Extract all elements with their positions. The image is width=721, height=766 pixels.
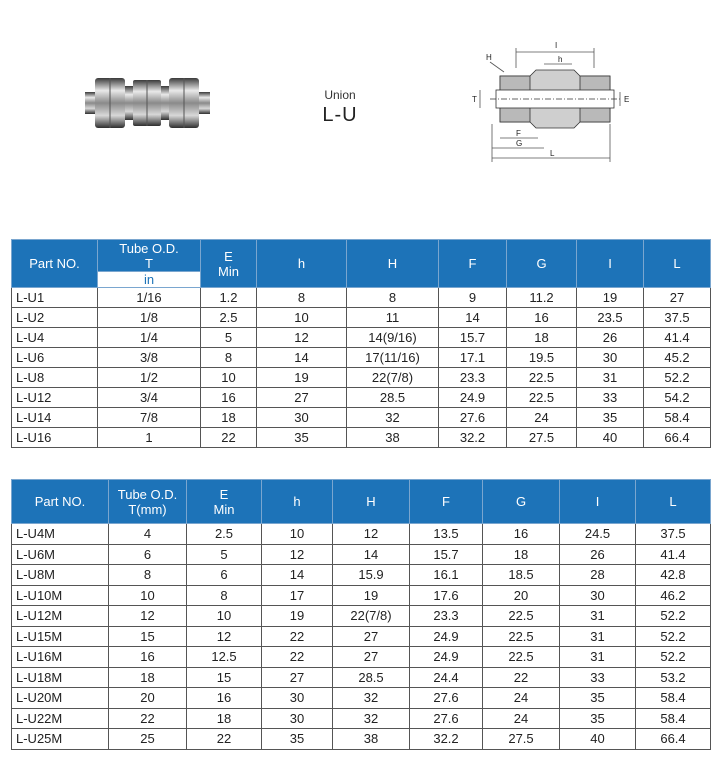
part-number-cell: L-U8M [12, 565, 109, 586]
table-cell: 3/8 [98, 348, 201, 368]
diagram-label-t: T [472, 95, 477, 104]
table-cell: 54.2 [644, 388, 711, 408]
table-cell: 5 [187, 544, 262, 565]
part-number-cell: L-U20M [12, 688, 109, 709]
table-row [12, 408, 711, 428]
table-cell: 4 [109, 524, 187, 545]
table-cell: 22.5 [507, 368, 577, 388]
table-cell: 19 [262, 606, 333, 627]
table-cell: 52.2 [636, 606, 711, 627]
table-cell: 12 [187, 626, 262, 647]
table-cell: 31 [577, 368, 644, 388]
table-cell: 58.4 [636, 708, 711, 729]
table-cell: 40 [577, 428, 644, 448]
table-cell: 53.2 [636, 667, 711, 688]
col-header-e: E Min [187, 480, 262, 524]
table-cell: 13.5 [410, 524, 483, 545]
table-row [12, 388, 711, 408]
dimension-diagram [460, 38, 640, 170]
table-cell: 38 [333, 729, 410, 750]
table-cell: 46.2 [636, 585, 711, 606]
table-cell: 20 [109, 688, 187, 709]
col-header-e: E Min [201, 240, 257, 288]
table-cell: 24.9 [410, 626, 483, 647]
table-cell: 27.6 [439, 408, 507, 428]
table-cell: 12 [262, 544, 333, 565]
table-cell: 27.5 [483, 729, 560, 750]
table-cell: 22.5 [483, 647, 560, 668]
table-cell: 20 [483, 585, 560, 606]
table-cell: 22.5 [507, 388, 577, 408]
part-number-cell: L-U6M [12, 544, 109, 565]
table-cell: 22(7/8) [347, 368, 439, 388]
table-cell: 1.2 [201, 288, 257, 308]
table-cell: 24.4 [410, 667, 483, 688]
table-cell: 9 [439, 288, 507, 308]
col-header-g: G [483, 480, 560, 524]
table-cell: 14 [439, 308, 507, 328]
table-cell: 45.2 [644, 348, 711, 368]
table-cell: 1/2 [98, 368, 201, 388]
table-row [12, 428, 711, 448]
table-cell: 8 [347, 288, 439, 308]
table-cell: 24 [483, 688, 560, 709]
table-cell: 35 [262, 729, 333, 750]
table-cell: 12.5 [187, 647, 262, 668]
table-cell: 18 [201, 408, 257, 428]
table-cell: 31 [560, 626, 636, 647]
table-cell: 2.5 [187, 524, 262, 545]
table-cell: 1/4 [98, 328, 201, 348]
table-cell: 14 [257, 348, 347, 368]
table-cell: 15.7 [410, 544, 483, 565]
part-number-cell: L-U18M [12, 667, 109, 688]
table-cell: 28.5 [347, 388, 439, 408]
table-cell: 31 [560, 647, 636, 668]
table-cell: 32.2 [410, 729, 483, 750]
diagram-label-l: L [550, 149, 555, 158]
table-cell: 3/4 [98, 388, 201, 408]
table-row [12, 729, 711, 750]
table-cell: 24 [483, 708, 560, 729]
table-cell: 32 [333, 688, 410, 709]
table-cell: 16 [483, 524, 560, 545]
table-cell: 33 [577, 388, 644, 408]
col-header-h-small: h [257, 240, 347, 288]
table-cell: 27 [257, 388, 347, 408]
table-cell: 30 [257, 408, 347, 428]
table-cell: 1/16 [98, 288, 201, 308]
table-cell: 41.4 [636, 544, 711, 565]
diagram-label-big-h: H [486, 53, 492, 62]
table-cell: 28 [560, 565, 636, 586]
table-cell: 11 [347, 308, 439, 328]
table-cell: 2.5 [201, 308, 257, 328]
table-cell: 41.4 [644, 328, 711, 348]
table-row [12, 328, 711, 348]
table-cell: 18 [483, 544, 560, 565]
table-cell: 23.3 [410, 606, 483, 627]
table-cell: 5 [201, 328, 257, 348]
col-header-i: I [577, 240, 644, 288]
col-header-l: L [636, 480, 711, 524]
table-cell: 15 [109, 626, 187, 647]
table-cell: 17 [262, 585, 333, 606]
table-cell: 24.9 [439, 388, 507, 408]
product-title [300, 88, 380, 127]
union-fitting-photo [85, 72, 210, 134]
table-cell: 30 [577, 348, 644, 368]
table-cell: 22 [187, 729, 262, 750]
table-cell: 52.2 [636, 647, 711, 668]
part-number-cell: L-U16M [12, 647, 109, 668]
table-row [12, 688, 711, 709]
col-header-tube-od: Tube O.D. T(mm) [109, 480, 187, 524]
table-cell: 22 [201, 428, 257, 448]
table-cell: 37.5 [636, 524, 711, 545]
col-header-h-small: h [262, 480, 333, 524]
table-cell: 27 [644, 288, 711, 308]
table-cell: 22 [262, 647, 333, 668]
table-cell: 66.4 [644, 428, 711, 448]
table-cell: 25 [109, 729, 187, 750]
table-cell: 17.6 [410, 585, 483, 606]
part-number-cell: L-U8 [12, 368, 98, 388]
table-cell: 10 [262, 524, 333, 545]
col-header-l: L [644, 240, 711, 288]
table-row [12, 348, 711, 368]
table-cell: 58.4 [644, 408, 711, 428]
table-cell: 17.1 [439, 348, 507, 368]
table-cell: 22.5 [483, 626, 560, 647]
product-header [0, 0, 721, 230]
part-number-cell: L-U4 [12, 328, 98, 348]
table-cell: 37.5 [644, 308, 711, 328]
product-subtitle: Union [324, 88, 356, 102]
diagram-label-f: F [516, 129, 521, 138]
table-cell: 30 [262, 688, 333, 709]
table-cell: 10 [109, 585, 187, 606]
table-cell: 35 [577, 408, 644, 428]
table-cell: 16.1 [410, 565, 483, 586]
table-cell: 35 [560, 688, 636, 709]
table-cell: 52.2 [644, 368, 711, 388]
table-cell: 16 [507, 308, 577, 328]
table-cell: 27 [262, 667, 333, 688]
part-number-cell: L-U16 [12, 428, 98, 448]
col-header-h-big: H [333, 480, 410, 524]
table-cell: 22.5 [483, 606, 560, 627]
diagram-label-small-h: h [558, 55, 563, 64]
table-row [12, 647, 711, 668]
product-model: L-U [322, 104, 358, 126]
part-number-cell: L-U22M [12, 708, 109, 729]
table-row [12, 667, 711, 688]
table-cell: 12 [109, 606, 187, 627]
table-cell: 27.5 [507, 428, 577, 448]
table-row [12, 708, 711, 729]
table-cell: 22 [483, 667, 560, 688]
table-cell: 19 [257, 368, 347, 388]
col-header-part: Part NO. [12, 480, 109, 524]
table-cell: 42.8 [636, 565, 711, 586]
table-cell: 22(7/8) [333, 606, 410, 627]
table-row [12, 585, 711, 606]
table-cell: 14(9/16) [347, 328, 439, 348]
table-cell: 35 [560, 708, 636, 729]
table-cell: 1/8 [98, 308, 201, 328]
table-cell: 52.2 [636, 626, 711, 647]
table-cell: 10 [187, 606, 262, 627]
table-cell: 10 [201, 368, 257, 388]
table-cell: 31 [560, 606, 636, 627]
table-cell: 27.6 [410, 708, 483, 729]
table-cell: 28.5 [333, 667, 410, 688]
table-cell: 16 [109, 647, 187, 668]
col-header-g: G [507, 240, 577, 288]
table-cell: 24.9 [410, 647, 483, 668]
table-cell: 32 [347, 408, 439, 428]
table-cell: 30 [560, 585, 636, 606]
table-cell: 19 [577, 288, 644, 308]
table-cell: 33 [560, 667, 636, 688]
table-cell: 1 [98, 428, 201, 448]
col-header-tube-od: Tube O.D. T [98, 240, 201, 272]
table-cell: 24 [507, 408, 577, 428]
table-cell: 23.5 [577, 308, 644, 328]
imperial-spec-table [11, 239, 711, 448]
table-row [12, 544, 711, 565]
table-cell: 66.4 [636, 729, 711, 750]
part-number-cell: L-U10M [12, 585, 109, 606]
table-cell: 11.2 [507, 288, 577, 308]
table-cell: 27.6 [410, 688, 483, 709]
part-number-cell: L-U15M [12, 626, 109, 647]
col-header-f: F [410, 480, 483, 524]
col-header-f: F [439, 240, 507, 288]
part-number-cell: L-U1 [12, 288, 98, 308]
table-cell: 26 [560, 544, 636, 565]
table-cell: 32 [333, 708, 410, 729]
table-cell: 22 [262, 626, 333, 647]
table-cell: 26 [577, 328, 644, 348]
diagram-label-i: I [555, 41, 558, 50]
table-cell: 35 [257, 428, 347, 448]
table-row [12, 524, 711, 545]
table-cell: 8 [257, 288, 347, 308]
table-cell: 18 [507, 328, 577, 348]
table-cell: 18.5 [483, 565, 560, 586]
table-cell: 58.4 [636, 688, 711, 709]
table-cell: 16 [201, 388, 257, 408]
table-cell: 18 [109, 667, 187, 688]
col-header-h-big: H [347, 240, 439, 288]
table-cell: 18 [187, 708, 262, 729]
table-cell: 23.3 [439, 368, 507, 388]
table-cell: 10 [257, 308, 347, 328]
table-cell: 22 [109, 708, 187, 729]
part-number-cell: L-U4M [12, 524, 109, 545]
part-number-cell: L-U12M [12, 606, 109, 627]
table-row [12, 626, 711, 647]
table-cell: 38 [347, 428, 439, 448]
table-cell: 8 [201, 348, 257, 368]
table-cell: 14 [333, 544, 410, 565]
part-number-cell: L-U12 [12, 388, 98, 408]
diagram-label-e: E [624, 95, 630, 104]
table-cell: 6 [187, 565, 262, 586]
diagram-label-g: G [516, 139, 523, 148]
table-cell: 32.2 [439, 428, 507, 448]
table-row [12, 368, 711, 388]
table-cell: 15 [187, 667, 262, 688]
table-row [12, 565, 711, 586]
table-row [12, 288, 711, 308]
table-cell: 19.5 [507, 348, 577, 368]
table-cell: 6 [109, 544, 187, 565]
metric-spec-table [11, 479, 711, 750]
table-cell: 8 [187, 585, 262, 606]
table-cell: 24.5 [560, 524, 636, 545]
table-cell: 12 [333, 524, 410, 545]
table-cell: 27 [333, 647, 410, 668]
table-cell: 8 [109, 565, 187, 586]
col-header-part: Part NO. [12, 240, 98, 288]
table-cell: 14 [262, 565, 333, 586]
col-header-unit-in: in [98, 272, 201, 288]
table-cell: 16 [187, 688, 262, 709]
table-cell: 19 [333, 585, 410, 606]
table-row [12, 308, 711, 328]
table-row [12, 606, 711, 627]
table-cell: 27 [333, 626, 410, 647]
table-cell: 40 [560, 729, 636, 750]
table-cell: 15.7 [439, 328, 507, 348]
table-cell: 12 [257, 328, 347, 348]
part-number-cell: L-U14 [12, 408, 98, 428]
part-number-cell: L-U25M [12, 729, 109, 750]
table-cell: 30 [262, 708, 333, 729]
table-cell: 17(11/16) [347, 348, 439, 368]
part-number-cell: L-U2 [12, 308, 98, 328]
part-number-cell: L-U6 [12, 348, 98, 368]
table-cell: 7/8 [98, 408, 201, 428]
table-cell: 15.9 [333, 565, 410, 586]
col-header-i: I [560, 480, 636, 524]
